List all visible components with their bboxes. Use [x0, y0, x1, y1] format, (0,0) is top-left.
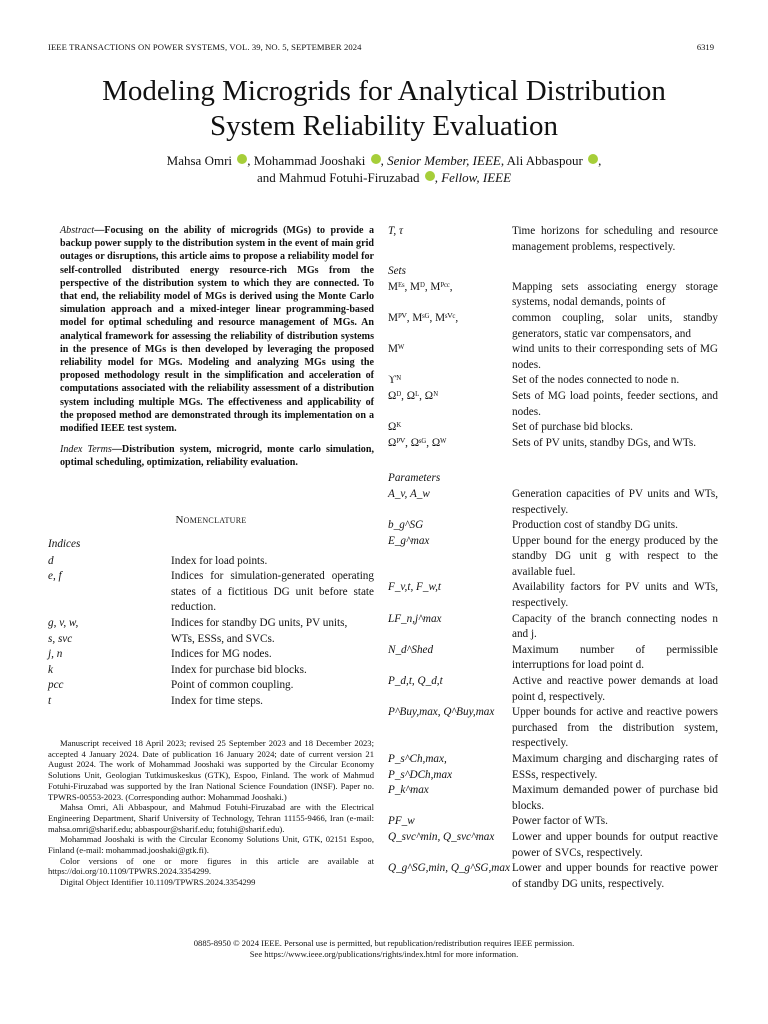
nomenclature-row: [388, 861, 718, 892]
footnote-affiliation: Mahsa Omri, Ali Abbaspour, and Mahmud Fotuhi-Firuzabad are with the Electrical Engineering Department, Sharif University of Technology, Tehran 11155-9466, Iran (e-mail: mahsa.omri@sharif.edu; abbaspour@sharif.edu; fotuhi@sharif.edu).: [48, 802, 374, 834]
nomenclature-symbol: Ωᴰ, Ωᴸ, Ωᴺ: [388, 389, 439, 402]
journal-header: IEEE TRANSACTIONS ON POWER SYSTEMS, VOL. 39, NO. 5, SEPTEMBER 2024: [48, 42, 362, 52]
footnote-manuscript: Manuscript received 18 April 2023; revised 25 September 2023 and 18 December 2023; accepted 4 January 2024. Date of publication 16 January 2024; date of current version 21 August 2024. The work of Mohammad Jooshaki was supported by the Circular Economy Solutions Unit, Geologian Tutkimuskeskus (GTK), Espoo, Finland. The work of Mahmud Fotuhi-Firuzabad was supported by the Iran National Science Foundation (INSF). Paper no. TPWRS-00553-2023. (Corresponding author: Mohammad Jooshaki.): [48, 738, 374, 802]
nomenclature-desc: Sets of PV units, standby DGs, and WTs.: [512, 436, 697, 449]
nomenclature-desc: Lower and upper bounds for reactive power of standby DG units, respectively.: [512, 862, 718, 890]
nomenclature-symbol: Q_g^SG,min, Q_g^SG,max: [388, 862, 510, 875]
nomenclature-row: [388, 280, 718, 311]
orcid-icon[interactable]: [588, 154, 598, 164]
paper-title: [0, 74, 768, 144]
nomenclature-row: [388, 752, 718, 783]
nomenclature-symbol: Ωᴾⱽ, Ωˢᴳ, Ωᵂ: [388, 436, 447, 449]
nomenclature-row: [48, 647, 374, 663]
nomenclature-desc: Capacity of the branch connecting nodes n and j.: [512, 612, 718, 641]
nomenclature-symbol: b_g^SG: [388, 519, 424, 532]
nomenclature-desc: Index for time steps.: [171, 694, 263, 707]
author-role: Senior Member, IEEE: [387, 153, 501, 168]
page-number: 6319: [696, 42, 714, 52]
nomenclature-row: [48, 663, 374, 679]
nomenclature-symbol: Ωᴷ: [388, 421, 402, 434]
author-role: Fellow, IEEE: [441, 170, 512, 185]
nomenclature-row: [388, 224, 718, 255]
nomenclature-row: [48, 616, 374, 632]
nomenclature-row: [388, 580, 718, 611]
indices-list: [48, 554, 374, 710]
nomenclature-row: [388, 643, 718, 674]
nomenclature-symbol: LF_n,j^max: [388, 612, 442, 625]
nomenclature-row: [388, 373, 718, 389]
footnote-affiliation: Mohammad Jooshaki is with the Circular Economy Solutions Unit, GTK, 02151 Espoo, Finland (e-mail: mohammad.jooshaki@gtk.fi).: [48, 834, 374, 856]
nomenclature-symbol: T, τ: [388, 225, 403, 237]
nomenclature-desc: WTs, ESSs, and SVCs.: [171, 632, 275, 645]
nomenclature-desc: Lower and upper bounds for output reactive power of SVCs, respectively.: [512, 830, 718, 859]
nomenclature-row: [388, 830, 718, 861]
nomenclature-desc: Upper bound for the energy produced by the standby DG unit g with respect to the available fuel.: [512, 534, 718, 578]
index-terms-text: —Distribution system, microgrid, monte carlo simulation, optimal scheduling, optimization, reliability evaluation.: [60, 444, 374, 469]
author-name: Mohammad Jooshaki: [253, 153, 366, 168]
nomenclature-row: [388, 436, 718, 452]
orcid-icon[interactable]: [425, 171, 435, 181]
nomenclature-desc: Point of common coupling.: [171, 679, 294, 692]
nomenclature-row: [388, 518, 718, 534]
author-list: Mahsa Omri , Mohammad Jooshaki , Senior Member, IEEE, Ali Abbaspour , and Mahmud Fotuhi-Firuzabad , Fellow, IEEE: [166, 153, 602, 185]
nomenclature-row: [48, 554, 374, 570]
nomenclature-desc: Maximum demanded power of purchase bid blocks.: [512, 784, 718, 812]
nomenclature-row: [388, 487, 718, 518]
footnote-doi: Digital Object Identifier 10.1109/TPWRS.2024.3354299: [60, 877, 256, 888]
nomenclature-symbol: P^Buy,max, Q^Buy,max: [388, 706, 495, 719]
nomenclature-symbol: P_s^Ch,max, P_s^DCh,max: [388, 753, 453, 781]
nomenclature-desc: Set of purchase bid blocks.: [512, 421, 633, 434]
nomenclature-symbol: s, svc: [48, 632, 73, 645]
nomenclature-symbol: PF_w: [388, 815, 415, 828]
nomenclature-desc: Set of the nodes connected to node n.: [512, 374, 680, 387]
sets-list: [388, 280, 718, 452]
nomenclature-heading: Nomenclature: [175, 514, 247, 526]
parameters-heading: Parameters: [388, 472, 441, 485]
footnote: [48, 738, 374, 888]
nomenclature-desc: Active and reactive power demands at load point d, respectively.: [512, 675, 718, 703]
nomenclature-row: [388, 311, 718, 342]
nomenclature-desc: Production cost of standby DG units.: [512, 519, 678, 532]
nomenclature-desc: Index for load points.: [171, 554, 268, 567]
nomenclature-symbol: g, v, w,: [48, 616, 79, 629]
nomenclature-desc: Availability factors for PV units and WTs, respectively.: [512, 581, 718, 610]
nomenclature-desc: Generation capacities of PV units and WTs, respectively.: [512, 487, 718, 516]
nomenclature-symbol: t: [48, 694, 52, 707]
nomenclature-symbol: pcc: [48, 679, 64, 692]
left-column: [60, 224, 374, 470]
nomenclature-symbol: A_v, A_w: [388, 487, 430, 500]
nomenclature-desc: Upper bounds for active and reactive powers purchased from the distribution system, respectively.: [512, 706, 718, 750]
nomenclature-row: [48, 569, 374, 616]
nomenclature-symbol: P_d,t, Q_d,t: [388, 675, 443, 688]
nomenclature-symbol: d: [48, 554, 54, 567]
nomenclature-desc: Index for purchase bid blocks.: [171, 663, 307, 676]
nomenclature-desc: Maximum number of permissible interruptions for load point d.: [512, 643, 718, 672]
footnote-color: Color versions of one or more figures in this article are available at https://doi.org/10.1109/TPWRS.2024.3354299.: [48, 855, 374, 877]
nomenclature-symbol: Q_svc^min, Q_svc^max: [388, 830, 495, 843]
nomenclature-row: [388, 389, 718, 420]
nomenclature-desc: wind units to their corresponding sets of MG nodes.: [512, 343, 718, 371]
author-name: Mahsa Omri: [166, 153, 233, 168]
nomenclature-row: [48, 632, 374, 648]
nomenclature-symbol: k: [48, 663, 53, 676]
nomenclature-symbol: F_v,t, F_w,t: [388, 581, 442, 594]
author-name: Ali Abbaspour: [506, 153, 583, 168]
copyright-line: 0885-8950 © 2024 IEEE. Personal use is permitted, but republication/redistribution requires IEEE permission.: [193, 938, 575, 948]
nomenclature-row: [388, 534, 718, 581]
index-terms-lead: Index Terms: [60, 444, 112, 456]
nomenclature-row: [48, 678, 374, 694]
title-line-1: Modeling Microgrids for Analytical Distribution: [102, 75, 666, 107]
index-terms: [60, 443, 374, 469]
nomenclature-row: [388, 342, 718, 373]
title-line-2: System Reliability Evaluation: [210, 110, 558, 142]
nomenclature-desc: Indices for simulation-generated operating states of a fictitious DG unit before state reduction.: [171, 570, 374, 614]
nomenclature-symbol: Mᴾⱽ, Mˢᴳ, Mˢⱽᶜ,: [388, 311, 459, 324]
nomenclature-desc: Time horizons for scheduling and resource management problems, respectively.: [512, 225, 718, 253]
nomenclature-desc: Sets of MG load points, feeder sections, and nodes.: [512, 389, 718, 418]
nomenclature-symbol: j, n: [48, 648, 63, 661]
indices-heading: Indices: [48, 538, 81, 550]
nomenclature-symbol: Mᴱˢ, Mᴰ, Mᴾᶜᶜ,: [388, 280, 453, 293]
abstract-text: —Focusing on the ability of microgrids (MGs) to provide a backup power supply to the distribution system in the event of main grid outages or disruptions, this article aims to propose a reliability model for self-controlled distributed energy resource-rich MGs from the perspective of the distribution system to which they are connected. To that end, the reliability model of MGs is derived using the Monte Carlo simulation approach and a mixed-integer linear programming-based model for optimal scheduling and resource management of MGs. An analytical framework for assessing the reliability of distribution systems in the presence of MGs is then developed by leveraging the proposed reliability model for MGs. Modeling and analyzing MGs using the proposed methodology result in the simplification and acceleration of computations associated with the reliability assessment of a distribution system including multiple MGs. The effectiveness and applicability of the proposed method are demonstrated through its implementation on a modified IEEE test system.: [60, 225, 374, 435]
nomenclature-desc: Indices for standby DG units, PV units,: [171, 616, 348, 629]
nomenclature-symbol: ϒᴺ: [388, 374, 402, 387]
nomenclature-row: [388, 705, 718, 752]
nomenclature-row: [388, 612, 718, 643]
orcid-icon[interactable]: [237, 154, 247, 164]
right-column: [388, 224, 718, 892]
nomenclature-row: [388, 674, 718, 705]
nomenclature-desc: Maximum charging and discharging rates of ESSs, respectively.: [512, 753, 718, 781]
nomenclature-symbol: N_d^Shed: [388, 643, 434, 656]
abstract-lead: Abstract: [60, 225, 95, 236]
nomenclature-desc: Power factor of WTs.: [512, 815, 608, 828]
nomenclature-desc: Mapping sets associating energy storage systems, nodal demands, points of: [512, 280, 718, 309]
permissions-line: See https://www.ieee.org/publications/rights/index.html for more information.: [249, 949, 519, 959]
nomenclature-symbol: P_k^max: [388, 784, 429, 797]
copyright-notice: [0, 938, 768, 960]
nomenclature-symbol: e, f: [48, 570, 62, 583]
nomenclature-row: [48, 694, 374, 710]
orcid-icon[interactable]: [371, 154, 381, 164]
nomenclature-symbol: Mᵂ: [388, 343, 405, 356]
sets-heading: Sets: [388, 265, 407, 278]
nomenclature-desc: Indices for MG nodes.: [171, 648, 272, 661]
nomenclature-desc: common coupling, solar units, standby generators, static var compensators, and: [512, 311, 718, 340]
nomenclature-indices: [48, 537, 374, 710]
nomenclature-row: [388, 814, 718, 830]
nomenclature-row: [388, 420, 718, 436]
abstract: [60, 224, 374, 435]
parameters-list: [388, 487, 718, 892]
nomenclature-symbol: E_g^max: [388, 534, 430, 547]
nomenclature-row: [388, 783, 718, 814]
author-name: and Mahmud Fotuhi-Firuzabad: [256, 170, 420, 185]
